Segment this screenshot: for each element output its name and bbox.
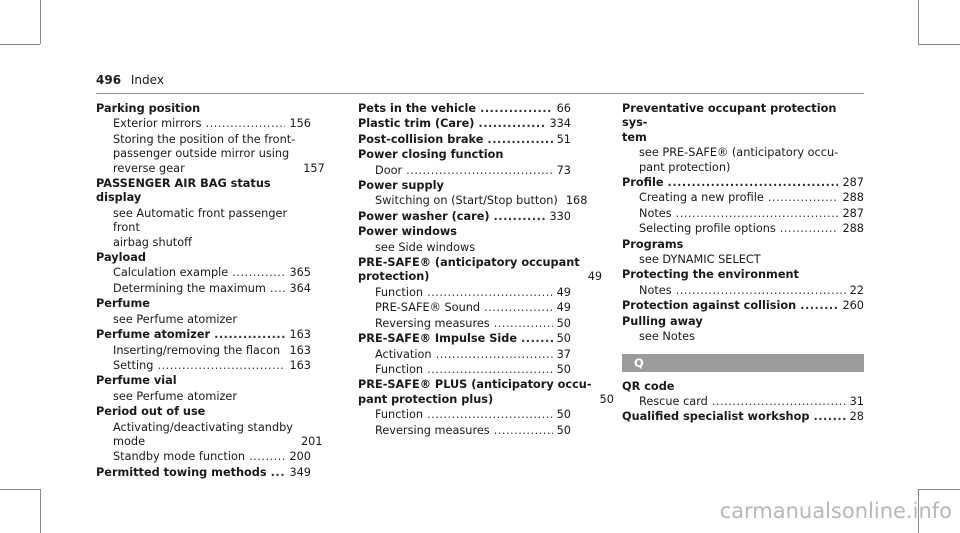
index-heading — [622, 238, 864, 252]
entry-text: see PRE-SAFE® (anticipatory occu- pant protection) — [639, 146, 839, 174]
entry-text: Power closing function — [358, 148, 504, 162]
index-subentry — [622, 284, 864, 298]
entry-text: Calculation example — [113, 266, 229, 280]
index-subentry — [358, 194, 588, 208]
index-heading — [358, 378, 614, 407]
entry-text: PRE-SAFE® Sound — [375, 301, 481, 315]
entry-text: Perfume atomizer — [96, 328, 211, 342]
dot-leader — [813, 410, 845, 424]
dot-leader — [406, 164, 552, 178]
entry-text: see Notes — [639, 330, 696, 344]
dot-leader — [232, 266, 285, 280]
page-title: Index — [130, 73, 164, 87]
page-reference: 49 — [556, 301, 571, 315]
index-subentry — [358, 424, 571, 438]
entry-text: Reversing measures — [375, 316, 490, 330]
dot-leader — [427, 286, 553, 300]
entry-text: PRE-SAFE® PLUS (anticipatory occu- pant protection plus) — [358, 378, 592, 406]
page-reference: 364 — [289, 281, 311, 295]
index-subentry — [622, 222, 864, 236]
entry-text: Power washer (care) — [358, 209, 490, 223]
entry-text: Function — [375, 408, 424, 422]
index-heading — [96, 374, 311, 388]
dot-leader — [494, 424, 553, 438]
page-reference: 287 — [842, 206, 864, 220]
crop-mark — [40, 0, 41, 44]
index-subentry — [96, 132, 325, 176]
page-reference: 163 — [289, 343, 311, 357]
dot-leader — [521, 332, 553, 346]
entry-text: Function — [375, 285, 424, 299]
index-subentry — [358, 363, 571, 377]
index-subentry — [96, 117, 311, 131]
entry-text: Parking position — [96, 102, 201, 115]
entry-text: Payload — [96, 251, 146, 265]
page-reference: 201 — [300, 434, 323, 448]
index-subentry — [622, 207, 864, 221]
entry-text: Programs — [622, 237, 684, 251]
entry-text: Pulling away — [622, 314, 703, 328]
index-heading — [622, 268, 864, 282]
page-reference: 260 — [842, 299, 864, 313]
index-subentry — [358, 164, 571, 178]
index-heading — [96, 177, 311, 206]
index-subentry — [358, 241, 571, 255]
entry-text: PRE-SAFE® Impulse Side — [358, 332, 517, 346]
page-reference: 288 — [842, 191, 864, 205]
entry-text: Inserting/removing the flacon — [113, 343, 281, 357]
index-column-3 — [622, 102, 864, 426]
page-reference: 50 — [556, 362, 571, 376]
page-reference: 22 — [849, 283, 864, 297]
page-reference: 349 — [289, 465, 311, 479]
header-divider — [96, 93, 864, 94]
entry-text: Permitted towing methods — [96, 465, 267, 479]
entry-text: Power windows — [358, 225, 458, 239]
entry-text: Notes — [639, 206, 672, 220]
entry-text: Creating a new profile — [639, 191, 764, 205]
dot-leader — [712, 395, 846, 409]
entry-text: Preventative occupant protection sys- tem — [622, 102, 837, 144]
dot-leader — [478, 117, 545, 131]
index-heading — [96, 405, 311, 419]
dot-leader — [249, 450, 285, 464]
index-heading — [358, 148, 571, 162]
index-heading — [358, 133, 571, 147]
index-heading — [358, 225, 571, 239]
page-reference: 157 — [303, 161, 325, 175]
dot-leader — [214, 328, 285, 342]
index-heading — [622, 410, 864, 424]
index-heading — [96, 297, 311, 311]
entry-text: Protection against collision — [622, 299, 797, 313]
dot-leader — [157, 359, 285, 373]
page-reference: 49 — [556, 285, 571, 299]
dot-leader — [270, 282, 286, 296]
dot-leader — [780, 222, 839, 236]
index-column-2 — [358, 102, 614, 439]
dot-leader — [484, 301, 553, 315]
index-heading — [622, 315, 864, 329]
dot-leader — [284, 344, 285, 358]
page-header — [96, 73, 164, 87]
crop-mark — [918, 489, 960, 490]
index-heading — [358, 117, 571, 131]
entry-text: see Perfume atomizer — [113, 312, 237, 326]
entry-text: QR code — [622, 379, 675, 393]
entry-text: Power supply — [358, 179, 444, 193]
page-reference: 200 — [289, 450, 311, 464]
index-heading — [358, 332, 571, 346]
index-heading — [622, 299, 864, 313]
page-reference: 156 — [289, 117, 311, 131]
entry-text: Perfume — [96, 297, 150, 311]
dot-leader — [494, 317, 553, 331]
crop-mark — [918, 0, 919, 44]
index-subentry — [96, 207, 311, 250]
entry-text: Activating/deactivating standby mode — [113, 420, 293, 448]
index-heading — [96, 102, 311, 116]
entry-text: Notes — [639, 283, 672, 297]
entry-text: see Perfume atomizer — [113, 389, 237, 403]
page-reference: 365 — [289, 266, 311, 280]
page-reference: 49 — [587, 270, 603, 284]
entry-text: Perfume vial — [96, 374, 177, 388]
index-heading — [96, 328, 311, 342]
index-subentry — [622, 395, 864, 409]
index-subentry — [622, 146, 864, 175]
index-heading — [96, 466, 311, 480]
dot-leader — [480, 102, 553, 116]
crop-mark — [0, 44, 40, 45]
page-reference: 50 — [599, 392, 614, 406]
watermark: carmanualsonline.info — [719, 499, 952, 523]
entry-text: Protecting the environment — [622, 268, 799, 282]
page-reference: 330 — [549, 209, 571, 223]
index-heading — [358, 210, 571, 224]
index-subentry — [96, 282, 311, 296]
entry-text: Switching on (Start/Stop button) — [375, 194, 558, 208]
page-reference: 50 — [556, 423, 571, 437]
page-reference: 163 — [289, 358, 311, 372]
entry-text: see Automatic front passenger front airbag shutoff — [113, 206, 288, 249]
entry-text: Storing the position of the front- passenger outside mirror using reverse gear — [113, 132, 296, 175]
entry-text: Reversing measures — [375, 423, 490, 437]
index-subentry — [96, 420, 323, 450]
page-reference: 50 — [556, 316, 571, 330]
index-heading — [622, 176, 864, 190]
index-subentry — [96, 266, 311, 280]
page-reference: 37 — [556, 347, 571, 361]
index-subentry — [96, 344, 311, 358]
dot-leader — [427, 363, 553, 377]
entry-text: Qualified specialist workshop — [622, 410, 810, 424]
index-heading — [622, 102, 864, 145]
page-reference: 51 — [556, 132, 571, 146]
crop-mark — [918, 44, 960, 45]
entry-text: Exterior mirrors — [113, 117, 202, 131]
index-subentry — [358, 301, 571, 315]
index-subentry — [358, 286, 571, 300]
page-number: 496 — [96, 73, 122, 87]
page-reference: 168 — [565, 194, 588, 208]
entry-text: Period out of use — [96, 405, 206, 419]
page-reference: 50 — [556, 332, 571, 346]
page-reference: 288 — [842, 222, 864, 236]
crop-mark — [0, 489, 40, 490]
dot-leader — [768, 191, 839, 205]
index-heading — [96, 251, 311, 265]
entry-text: Selecting profile options — [639, 222, 776, 236]
entry-text: Standby mode function — [113, 450, 246, 464]
entry-text: Door — [375, 163, 403, 177]
page-reference: 73 — [556, 163, 571, 177]
page-reference: 334 — [549, 117, 571, 131]
page-reference: 50 — [556, 408, 571, 422]
entry-text: Profile — [622, 176, 664, 190]
page-reference: 66 — [556, 102, 571, 115]
index-column-1 — [96, 102, 325, 481]
dot-leader — [271, 466, 286, 480]
index-heading — [358, 256, 603, 285]
dot-leader — [494, 210, 546, 224]
entry-text: see DYNAMIC SELECT — [639, 253, 761, 267]
dot-leader — [800, 299, 838, 313]
index-subentry — [622, 191, 864, 205]
index-subentry — [96, 390, 311, 404]
index-subentry — [358, 408, 571, 422]
entry-text: PRE-SAFE® (anticipatory occupant protection) — [358, 256, 580, 284]
dot-leader — [668, 176, 839, 190]
entry-text: Setting — [113, 358, 154, 372]
index-subentry — [96, 450, 311, 464]
dot-leader — [436, 348, 553, 362]
index-heading — [622, 380, 864, 394]
index-heading — [358, 179, 571, 193]
page-reference: 287 — [842, 176, 864, 190]
page-reference: 28 — [849, 410, 864, 424]
index-subentry — [622, 253, 864, 267]
crop-mark — [40, 489, 41, 533]
entry-text: Rescue card — [639, 394, 708, 408]
entry-text: Plastic trim (Care) — [358, 117, 475, 131]
index-heading — [358, 102, 571, 116]
index-subentry — [622, 330, 864, 344]
entry-text: Pets in the vehicle — [358, 102, 477, 115]
entry-text: Function — [375, 362, 424, 376]
dot-leader — [206, 117, 286, 131]
dot-leader — [676, 207, 839, 221]
dot-leader — [487, 133, 552, 147]
index-subentry — [358, 317, 571, 331]
section-letter: Q — [622, 354, 864, 372]
entry-text: see Side windows — [375, 240, 476, 254]
index-subentry — [96, 359, 311, 373]
index-subentry — [96, 313, 311, 327]
entry-text: PASSENGER AIR BAG status display — [96, 177, 271, 205]
page-reference: 31 — [849, 394, 864, 408]
index-subentry — [358, 348, 571, 362]
entry-text: Post-collision brake — [358, 132, 484, 146]
page-reference: 163 — [289, 328, 311, 342]
dot-leader — [676, 284, 846, 298]
dot-leader — [427, 408, 553, 422]
entry-text: Determining the maximum — [113, 281, 266, 295]
entry-text: Activation — [375, 347, 432, 361]
